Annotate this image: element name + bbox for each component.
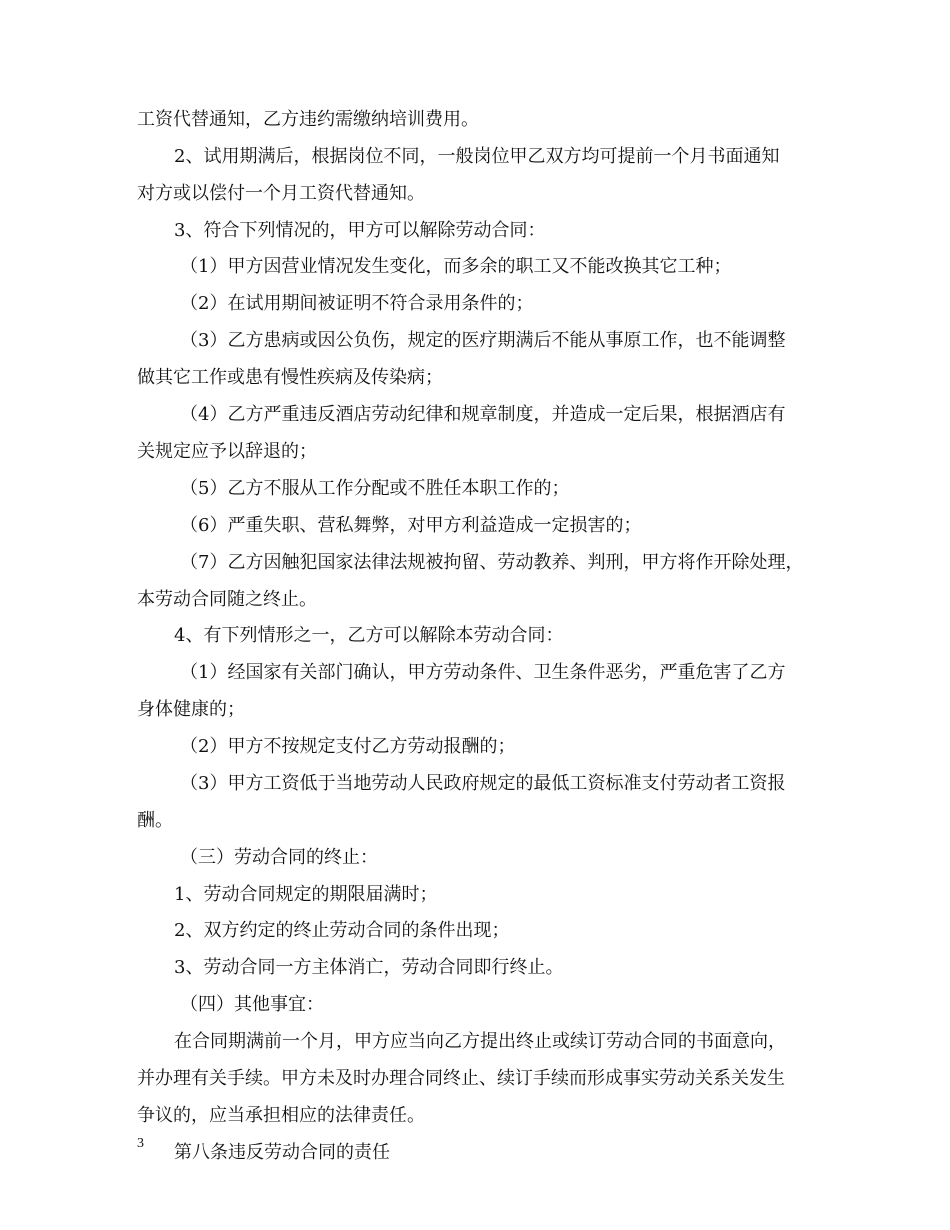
text-line: （2）在试用期间被证明不符合录用条件的； xyxy=(180,293,534,314)
text-line: （4）乙方严重违反酒店劳动纪律和规章制度，并造成一定后果，根据酒店有 xyxy=(180,404,786,425)
text-line: （6）严重失职、营私舞弊，对甲方利益造成一定损害的； xyxy=(180,515,642,536)
text-line: 身体健康的； xyxy=(137,699,245,720)
text-line: 3、符合下列情况的，甲方可以解除劳动合同： xyxy=(174,220,546,241)
section-heading: （三）劳动合同的终止： xyxy=(180,847,378,868)
text-line: 2、双方约定的终止劳动合同的条件出现； xyxy=(174,920,510,941)
text-line: 2、试用期满后，根据岗位不同，一般岗位甲乙双方均可提前一个月书面通知 xyxy=(174,146,780,167)
text-line: 对方或以偿付一个月工资代替通知。 xyxy=(137,183,425,204)
text-line: （7）乙方因触犯国家法律法规被拘留、劳动教养、判刑，甲方将作开除处理， xyxy=(180,552,804,573)
article-heading: 第八条违反劳动合同的责任 xyxy=(174,1142,390,1163)
text-line: 1、劳动合同规定的期限届满时； xyxy=(174,884,438,905)
text-line: 关规定应予以辞退的； xyxy=(137,441,317,462)
text-line: 在合同期满前一个月，甲方应当向乙方提出终止或续订劳动合同的书面意向， xyxy=(174,1031,786,1052)
text-line: （2）甲方不按规定支付乙方劳动报酬的； xyxy=(180,736,516,757)
text-line: （3）甲方工资低于当地劳动人民政府规定的最低工资标准支付劳动者工资报 xyxy=(180,773,786,794)
text-line: 4、有下列情形之一，乙方可以解除本劳动合同： xyxy=(174,625,564,646)
text-line: 酬。 xyxy=(137,810,173,831)
text-line: （3）乙方患病或因公负伤，规定的医疗期满后不能从事原工作，也不能调整 xyxy=(180,330,786,351)
page-number: 3 xyxy=(137,1136,144,1151)
text-line: （1）甲方因营业情况发生变化，而多余的职工又不能改换其它工种； xyxy=(180,256,732,277)
text-line: （5）乙方不服从工作分配或不胜任本职工作的； xyxy=(180,478,570,499)
text-line: 做其它工作或患有慢性疾病及传染病； xyxy=(137,367,443,388)
text-line: 本劳动合同随之终止。 xyxy=(137,589,317,610)
text-line: 3、劳动合同一方主体消亡，劳动合同即行终止。 xyxy=(174,957,564,978)
text-line: （1）经国家有关部门确认，甲方劳动条件、卫生条件恶劣，严重危害了乙方 xyxy=(180,662,786,683)
text-line: 工资代替通知，乙方违约需缴纳培训费用。 xyxy=(137,109,479,130)
text-line: 并办理有关手续。甲方未及时办理合同终止、续订手续而形成事实劳动关系关发生 xyxy=(137,1068,785,1089)
text-line: 争议的，应当承担相应的法律责任。 xyxy=(137,1105,425,1126)
section-heading: （四）其他事宜： xyxy=(180,994,324,1015)
